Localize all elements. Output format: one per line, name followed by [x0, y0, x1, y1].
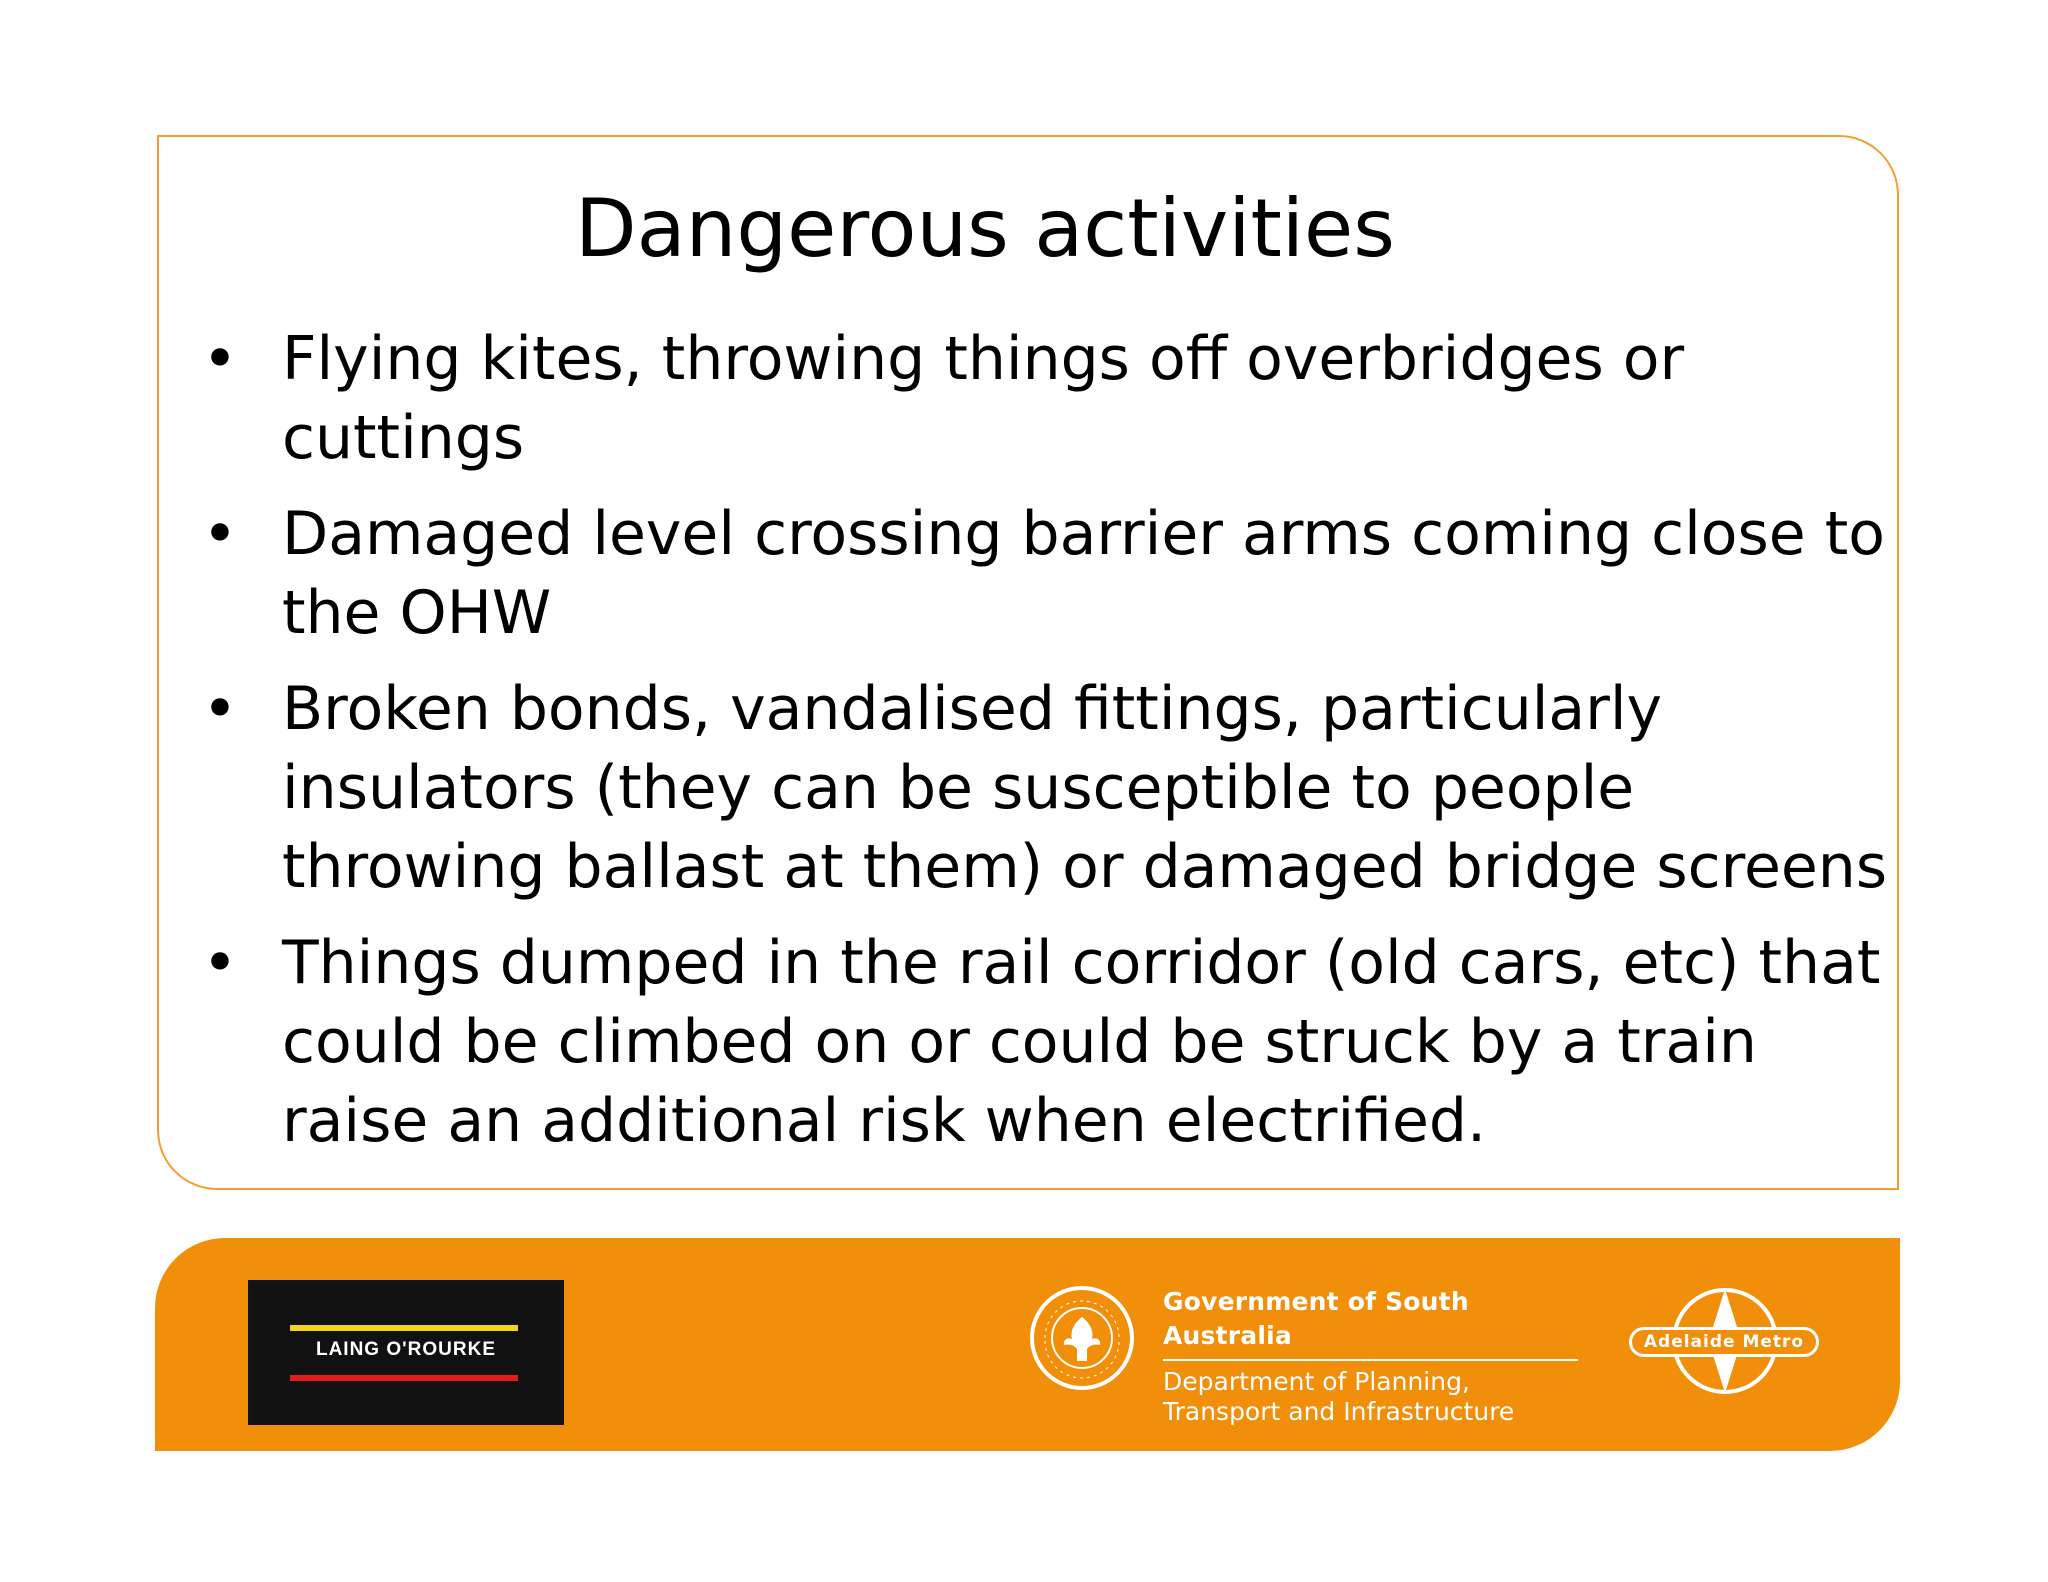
bullet-line: could be climbed on or could be struck by a train — [282, 1007, 1757, 1077]
gov-title: Government of South Australia — [1163, 1287, 1469, 1350]
laing-orourke-wordmark: LAING O'ROURKE — [315, 1339, 497, 1360]
bullet-dot-icon: • — [202, 499, 238, 569]
bullet-list — [200, 320, 1890, 1178]
bullet-line: cuttings — [282, 403, 525, 473]
bullet-item — [200, 924, 1890, 1161]
bullet-line: Things dumped in the rail corridor (old cars, etc) that — [282, 928, 1881, 998]
bullet-line: Broken bonds, vandalised fittings, particularly — [282, 674, 1663, 744]
bullet-dot-icon: • — [202, 928, 238, 998]
logo-stripe-yellow — [290, 1325, 518, 1331]
logo-stripe-red — [290, 1375, 518, 1381]
gov-dept-line: Department of Planning, — [1163, 1367, 1470, 1396]
bullet-item — [200, 495, 1890, 653]
slide-title: Dangerous activities — [575, 182, 1395, 275]
bullet-line: Damaged level crossing barrier arms coming close to — [282, 499, 1885, 569]
bullet-line: Flying kites, throwing things off overbridges or — [282, 324, 1685, 394]
bullet-line: raise an additional risk when electrified. — [282, 1086, 1487, 1156]
gov-divider — [1163, 1359, 1578, 1361]
gov-dept-line: Transport and Infrastructure — [1163, 1397, 1515, 1426]
bullet-line: insulators (they can be susceptible to people — [282, 753, 1635, 823]
bullet-dot-icon: • — [202, 674, 238, 744]
bullet-item — [200, 320, 1890, 478]
adelaide-metro-wordmark: Adelaide Metro — [1629, 1327, 1819, 1357]
bullet-line: throwing ballast at them) or damaged bridge screens — [282, 832, 1888, 902]
bullet-dot-icon: • — [202, 324, 238, 394]
bullet-line: the OHW — [282, 578, 552, 648]
government-of-south-australia-logo — [1163, 1285, 1583, 1427]
bullet-item — [200, 670, 1890, 907]
south-australia-seal-icon — [1027, 1283, 1137, 1393]
laing-orourke-logo — [248, 1280, 564, 1425]
